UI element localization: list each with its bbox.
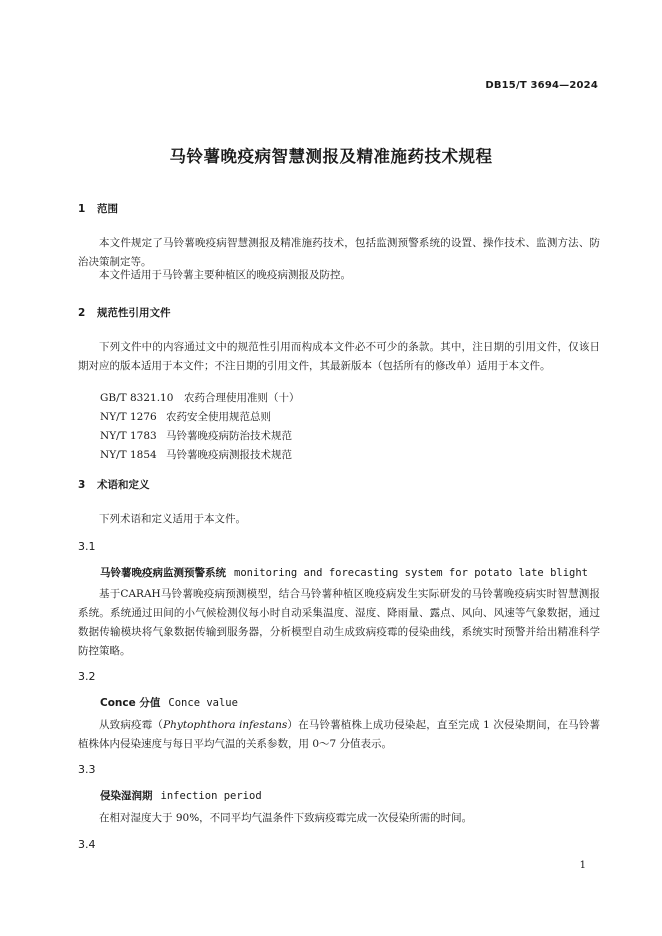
latin-name: Phytophthora infestans <box>163 719 288 731</box>
clause-3-2-number: 3.2 <box>78 670 96 683</box>
section-2-heading <box>78 305 171 320</box>
reference-item <box>100 447 292 462</box>
term-english: Conce value <box>168 697 238 709</box>
reference-code: GB/T 8321.10 <box>100 392 174 404</box>
clause-3-3-number: 3.3 <box>78 763 96 776</box>
reference-code: NY/T 1854 <box>100 449 157 461</box>
term-3-3-definition: 在相对湿度大于 90%，不同平均气温条件下致病疫霉完成一次侵染所需的时间。 <box>99 812 473 824</box>
term-3-1-definition: 基于CARAH马铃薯晚疫病预测模型，结合马铃薯种植区晚疫病发生实际研发的马铃薯晚疫病实时智慧测报系统。系统通过田间的小气候检测仪每小时自动采集温度、湿度、降雨量、露点、风向、风速等气象数据，通过数据传输模块将气象数据传输到服务器，分析模型自动生成致病疫霉的侵染曲线，系统实时预警并给出精准科学防控策略。 <box>78 588 600 657</box>
term-3-3 <box>100 788 262 803</box>
reference-item <box>100 390 300 405</box>
reference-name: 马铃薯晚疫病测报技术规范 <box>166 449 292 461</box>
reference-name: 农药合理使用准则（十） <box>184 392 300 404</box>
section-number: 2 <box>78 307 86 319</box>
term-english: infection period <box>160 790 262 802</box>
term-english: monitoring and forecasting system for potato late blight <box>234 567 589 579</box>
term-3-2 <box>100 695 238 710</box>
definition-text: ）在马铃薯植株上成功侵染起，直至完成 1 次侵染期间，在马铃薯植株体内侵染速度与每日平均气温的关系参数，用 0～7 分值表示。 <box>78 719 600 750</box>
document-title: 马铃薯晚疫病智慧测报及精准施药技术规程 <box>169 147 493 166</box>
reference-item <box>100 428 292 443</box>
reference-code: NY/T 1783 <box>100 430 157 442</box>
document-number: DB15/T 3694—2024 <box>485 80 598 91</box>
page-number: 1 <box>579 860 586 871</box>
reference-name: 马铃薯晚疫病防治技术规范 <box>166 430 292 442</box>
section-title: 术语和定义 <box>97 479 150 491</box>
term-chinese: 侵染湿润期 <box>100 790 153 802</box>
reference-item <box>100 409 271 424</box>
section-3-heading <box>78 477 150 492</box>
clause-3-1-number: 3.1 <box>78 540 96 553</box>
section-title: 范围 <box>97 203 118 215</box>
term-chinese: 马铃薯晚疫病监测预警系统 <box>100 567 226 579</box>
section-1-heading <box>78 201 118 216</box>
section-1-paragraph-2: 本文件适用于马铃薯主要种植区的晚疫病测报及防控。 <box>99 269 351 281</box>
definition-text: 从致病疫霉（ <box>99 719 164 731</box>
clause-3-4-number: 3.4 <box>78 838 96 851</box>
reference-name: 农药安全使用规范总则 <box>166 411 271 423</box>
section-3-paragraph-1: 下列术语和定义适用于本文件。 <box>99 513 246 525</box>
section-title: 规范性引用文件 <box>97 307 171 319</box>
section-number: 1 <box>78 203 86 215</box>
reference-code: NY/T 1276 <box>100 411 157 423</box>
section-number: 3 <box>78 479 86 491</box>
section-2-paragraph-1: 下列文件中的内容通过文中的规范性引用而构成本文件必不可少的条款。其中，注日期的引用文件，仅该日期对应的版本适用于本文件；不注日期的引用文件，其最新版本（包括所有的修改单）适用于本文件。 <box>78 341 600 372</box>
term-3-2-definition <box>78 716 600 754</box>
term-chinese: Conce 分值 <box>100 697 161 709</box>
section-1-paragraph-1: 本文件规定了马铃薯晚疫病智慧测报及精准施药技术，包括监测预警系统的设置、操作技术、监测方法、防治决策制定等。 <box>78 237 600 268</box>
term-3-1 <box>100 565 588 580</box>
